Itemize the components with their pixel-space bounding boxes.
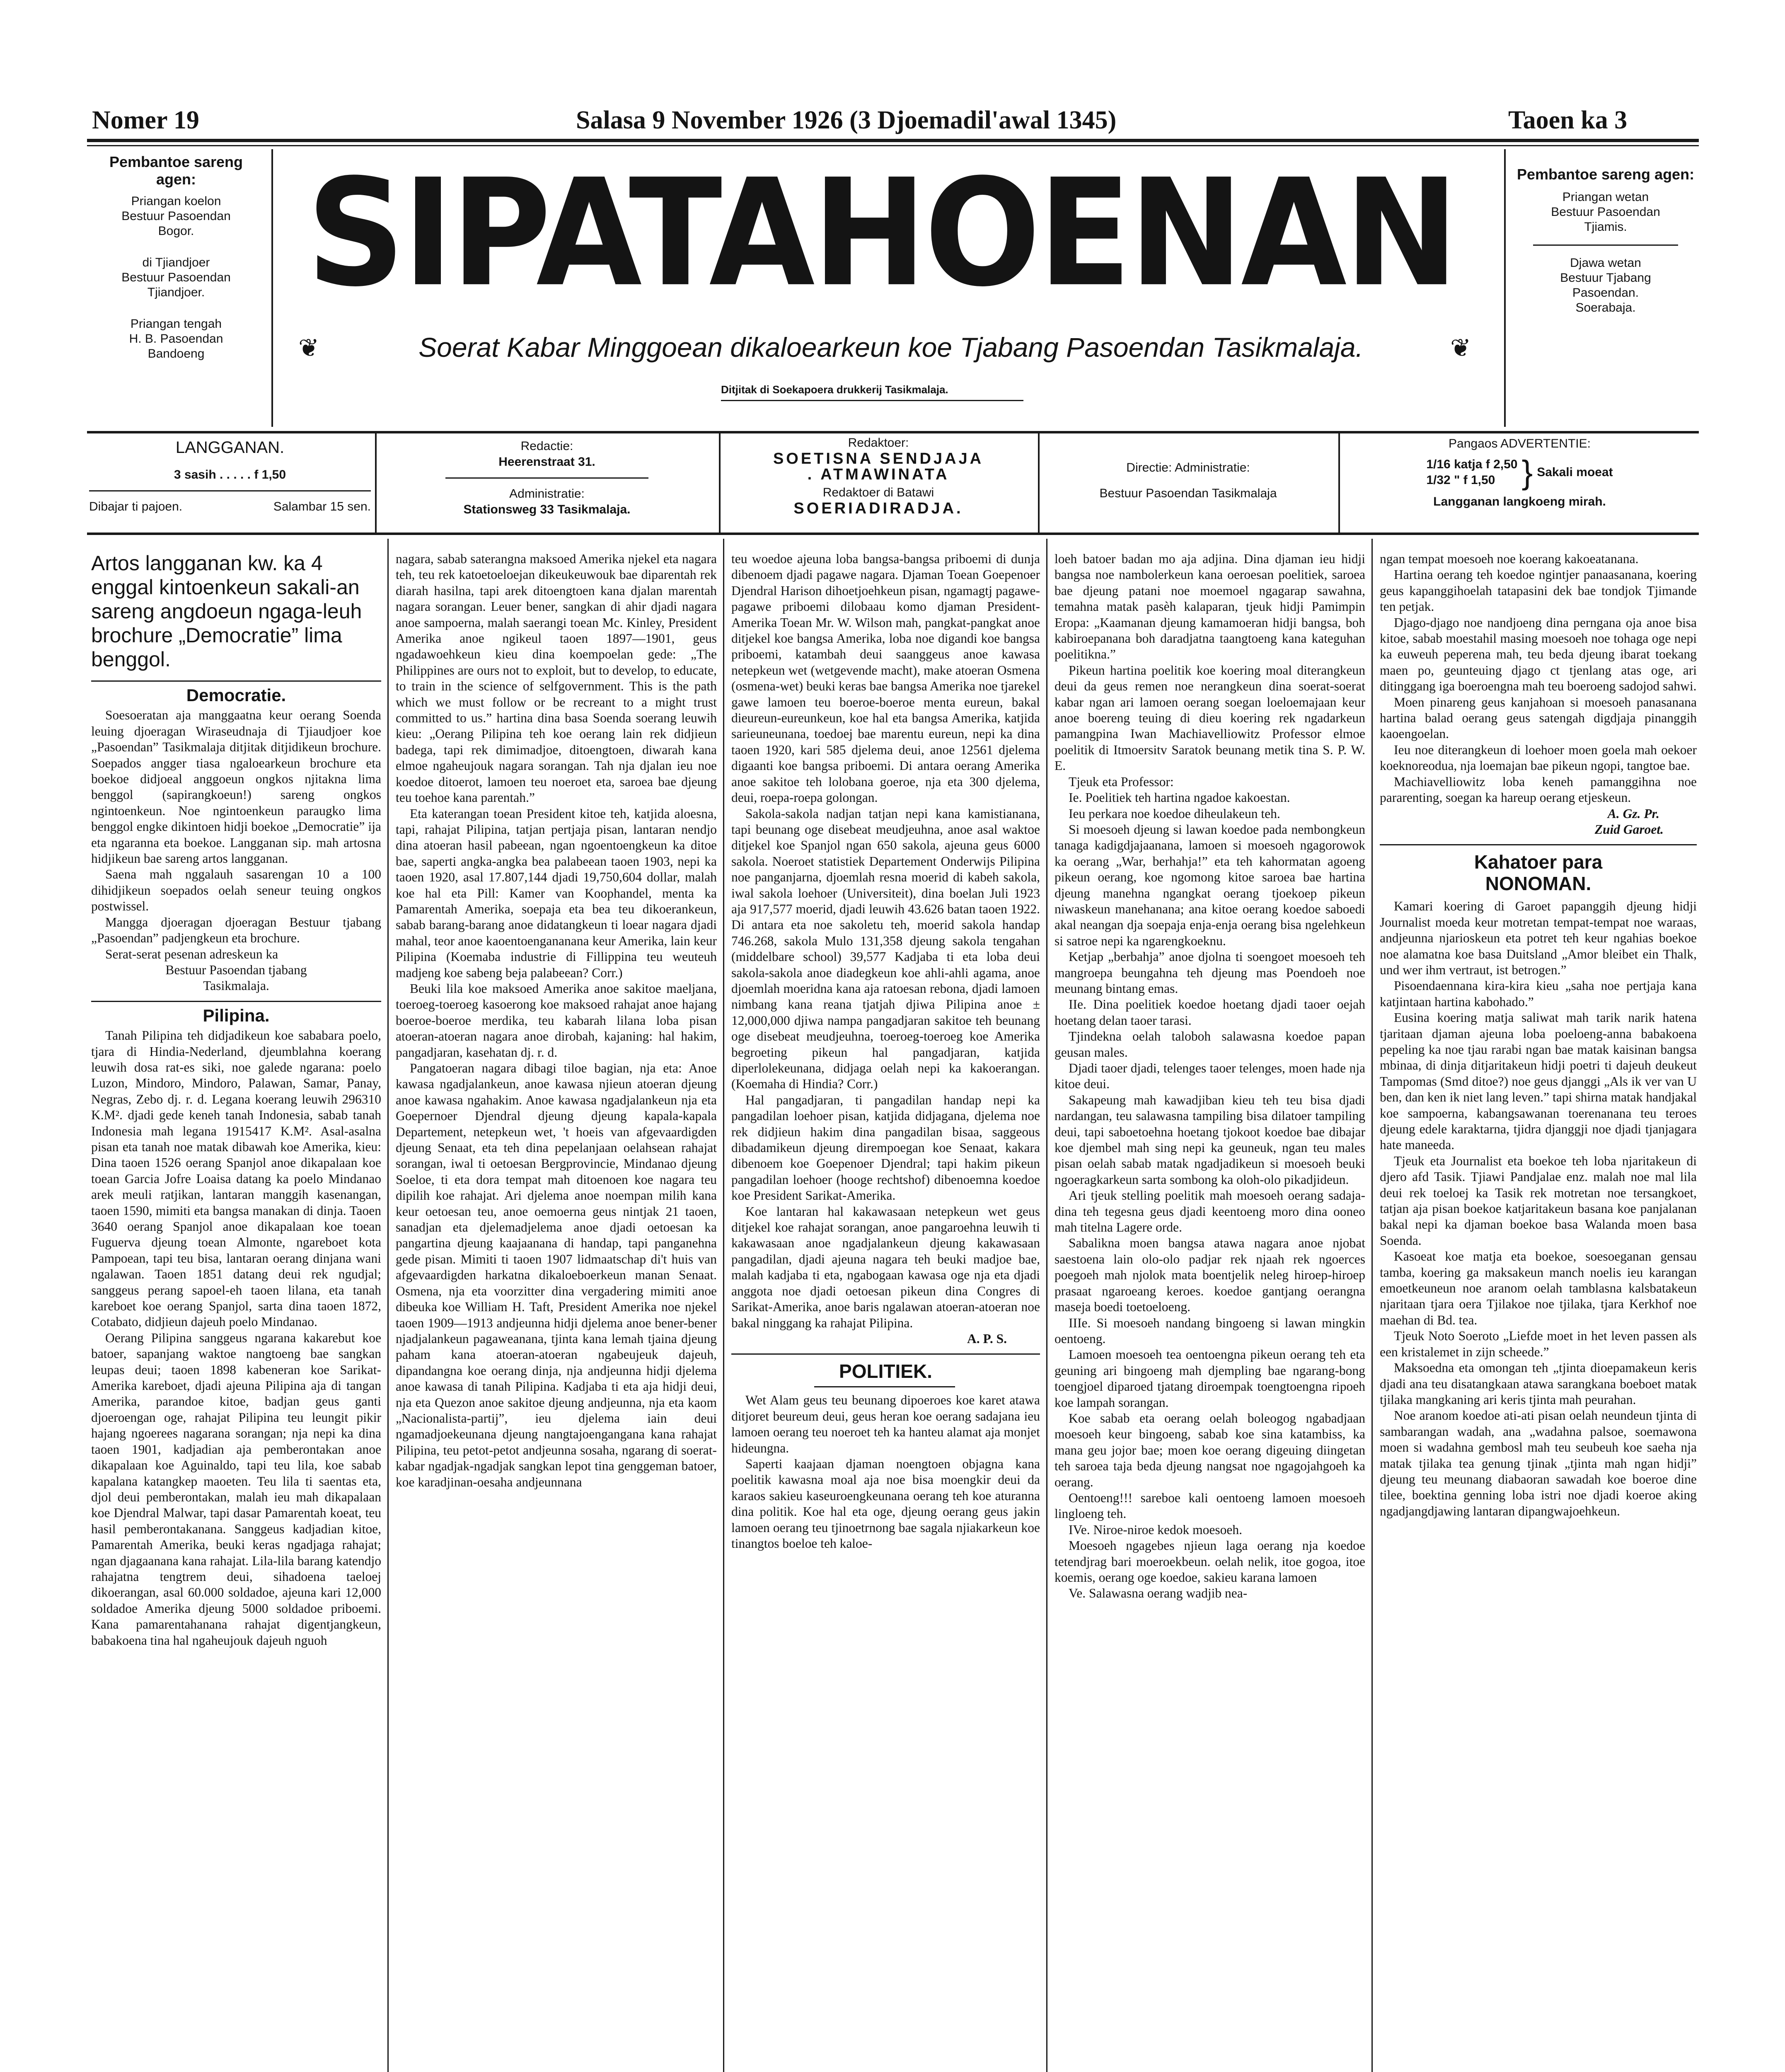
left-agent-line: H. B. Pasoendan: [129, 332, 223, 346]
info-divider: [1338, 433, 1340, 533]
directie-value: Bestuur Pasoendan Tasikmalaja: [1099, 487, 1277, 500]
left-agent-line: Bandoeng: [148, 347, 205, 361]
right-agent-line: Priangan wetan: [1562, 190, 1649, 204]
article-paragraph: Saperti kaajaan djaman noengtoen objagna kana poelitik kawasna moal aja noe bisa moengkir deui da karaos sakieu kaseuroengkeunana oerang teh koe aturanna dina politik. Koe hal eta oge, djeung oerang geus jakin lamoen oerang teu tjinoetrnong bae sagala njiakarkeun koe tinangtos boeloe teh kaloe-: [731, 1456, 1040, 1551]
article-paragraph: Tanah Pilipina teh didjadikeun koe sababara poelo, tjara di Hindia-Nederland, djeumblahna koerang leuwih dosa rat-es siki, noe galede ngarana: poelo Luzon, Mindoro, Mindoro, Palawan, Samar, Panay, Negras, Zebo dj. r. d. Legana koerang leuwih 296310 K.M². djadi gede keneh tanah Indonesia, sabab tanah Indonesia mah legana 1915417 K.M². Asal-asalna pisan eta tanah noe matak dibawah koe Amerika, kieu: Dina taoen 1526 oerang Spanjol anoe dikapalaan koe toean Garcia Jofre Loaisa datang ka poelo Mindanao arek meuli ratjikan, lantaran manggih kasenangan, taoen 1590, mimiti eta bangsa manakan di dinja. Taoen 3640 oerang Spanjol anoe dikapalaan koe toean Fuguerva djeung toean Almonte, ngareboet kota Pampoean, tapi teu bisa, lantaran oerang dinjana wani ngalawan. Taoen 1851 datang deui rek ngudjal; sanggeus perang sapoel-eh taoen lilana, eta tanah kareboet koe oerang Spanjol, sarta dina taoen 1872, Cotabato, didjieun dajeuh poelo Mindanao.: [91, 1028, 381, 1329]
article-paragraph: Djadi taoer djadi, telenges taoer telenges, moen hade nja kitoe deui.: [1055, 1061, 1365, 1092]
directie-cell: [1042, 460, 1334, 501]
top-rule: [87, 139, 1699, 142]
article-paragraph: Djago-djago noe nandjoeng dina perngana oja anoe bisa kitoe, sabab moestahil masing moesoeh noe tohaga oge nepi ka euweuh peperena mah, teu beda djeung ibarat toekang maen po, geunteuing djago ct tjenlang atas oge, ari ditinggang iga boeroengna mah teu boeroeng sadojod sahwi.: [1380, 615, 1697, 694]
masthead-title: SIPATAHOENAN: [307, 147, 1456, 320]
article-paragraph: nagara, sabab saterangna maksoed Amerika njekel eta nagara teh, teu rek katoetoeloejan dikeukeuwouk bae diparentah rek diarah hasilna, tapi arek ditoengtoen kana djalan marentah nagara sorangan. Leuer bener, sangkan di ahir djadi nagara anoe sampoerna, malah saerangi toean Mc. Kinley, President Amerika anoe ngikeul taoen 1897—1901, geus ngadawoehkeun kieu dina koempoelan gede: „The Philippines are ours not to exploit, but to develop, to educate, to train in the science of selfgovernment. This is the path which we must follow or be recreant to a might trust committed to us.” hartina dina basa Soenda soerang leuwih kieu: „Oerang Pilipina teh koe oerang lain rek didjieun badega, tapi rek dimimadjoe, ditoengtoen, diwarah kana elmoe ngaheujouk nagara sorangan. Tah nja djalan ieu noe koedoe ditoerot, lamoen teu noeroet eta, saroea bae djeung teu toehoe kana parentah.”: [396, 552, 717, 805]
article-paragraph: Machiavelliowitz loba keneh pamanggihna noe pararenting, soegan ka hareup oerang etjeskeun.: [1380, 774, 1697, 805]
article-paragraph: Serat-serat pesenan adreskeun ka: [105, 946, 278, 961]
notice-rule: [91, 680, 381, 682]
column-1: [91, 551, 381, 2072]
subscription-rule: [89, 490, 371, 491]
right-agent-line: Djawa wetan: [1570, 256, 1641, 270]
article-paragraph: Hartina oerang teh koedoe ngintjer panaasanana, koering geus kapanggihoelah tatapasini dek bae tondjok Tjimande ten petjak.: [1380, 567, 1697, 614]
leaf-ornament-icon: ❦: [298, 334, 319, 362]
article-paragraph: Pisoendaennana kira-kira kieu „saha noe pertjaja kana katjintaan hartina kabohado.”: [1380, 978, 1697, 1009]
leaf-ornament-icon: ❦: [1450, 334, 1471, 362]
article-paragraph: Moesoeh ngagebes njieun laga oerang nja koedoe tetendjrag bari moeroekbeun. oelah nelik, itoe gogoa, itoe koemis, oerang oge koedoe, sakieu karana lamoen: [1055, 1538, 1365, 1585]
info-strip-bottom-rule: [87, 533, 1699, 535]
right-agents-title: Pembantoe sareng agen:: [1517, 166, 1695, 183]
article-signature: A. Gz. Pr.: [1607, 806, 1659, 821]
single-copy-price: Salambar 15 sen.: [273, 500, 371, 513]
column-rule: [387, 539, 389, 2072]
right-agent-line: Tjiamis.: [1584, 220, 1627, 234]
left-agent-line: Tjiandjoer.: [147, 286, 205, 299]
article-paragraph: IVe. Niroe-niroe kedok moesoeh.: [1069, 1522, 1242, 1537]
article-paragraph: Koe lantaran hal kakawasaan netepkeun wet geus ditjekel koe rahajat sorangan, anoe pangaroehna leuwih ti kakawasaan anoe ngadjalankeun djeung kakawasaan pangadilan, djadi ajeuna nagara teh beuki madjoe bae, malah kadjaba ti eta, ngabogaan kawasa oge nja eta djadi anggota noe djadi oetoesan pikeun dina Congres di Sarikat-Amerika, anoe baris ngalawan atoeran-atoeran noe bakal ninggang ka rahajat Pilipina.: [731, 1204, 1040, 1330]
article-paragraph: Sakola-sakola nadjan tatjan nepi kana kamistianana, tapi beunang oge disebeat meudjeuhna, anoe asal waktoe ditjekel koe Spanjol ngan 650 sakola, ajeuna geus 6000 sakola. Noeroet statistiek Departement Onderwijs Pilipina noe panganjarna, djoemlah resna moerid di kabeh sakola, iwal sakola loehoer (Universiteit), dina boelan Juli 1923 aja 917,577 moerid, djadi leuwih 43.626 batan taoen 1922. Di antara eta noe sakoletu teh, moerid sakola handap 746.268, sakola Mulo 131,358 djeung sakola tengahan (middelbare school) 39,577 Kadjaba ti eta loba deui sakola-sakola anoe diadegkeun koe ahli-ahli agama, anoe djoemlah moeridna kana aja ratoesan rebona, djadi lamoen nimbang kana reana tjatjah djiwa Pilipina anoe ± 12,000,000 djiwa nampa pangadjaran sakitoe teh beunang oge disebeat meudjeuhna, toeroeg-toeroeg koe Amerika begroeting pikeun hal pangadjaran, katjida diperlolekeunana, didjaga oelah nepi ka kakoerangan. (Koemaha di Hindia? Corr.): [731, 806, 1040, 1092]
editorial-address: Heerenstraat 31.: [498, 455, 595, 469]
article-paragraph: Ari tjeuk stelling poelitik mah moesoeh oerang sadaja-dina teh tegesna geus djadi keentoeng moro dina ooneo mah titelna Lagere orde.: [1055, 1188, 1365, 1235]
left-agents-box: [89, 153, 263, 361]
editor-name: . ATMAWINATA: [807, 466, 950, 483]
printer-line: Ditjitak di Soekapoera drukkerij Tasikmalaja.: [721, 383, 948, 396]
article-signature: Bestuur Pasoendan tjabang: [165, 962, 307, 977]
article-rule: [91, 1001, 381, 1002]
article-paragraph: Sakapeung mah kawadjiban kieu teh teu bisa djadi nardangan, teu salawasna tampiling bisa dilatoer tampiling deui, tapi saboetoehna hoetang tjokoot koedoe bae dibajar koe djembel mah sing nepi ka geuneuk, ngan teu males pisan oelah sabab matak ngadjadikeun si moesoeh beuki ngoeragkarkeun sarta sombong ka oloh-olo pikadjideun.: [1055, 1092, 1365, 1187]
subscription-cell: [89, 437, 371, 515]
article-paragraph: teu woedoe ajeuna loba bangsa-bangsa priboemi di dunja dibenoem djadi pagawe nagara. Djaman Toean Goepenoer Djendral Harison dihoetjoehkeun pisan, ngamagtj pagawe-pagawe priboemi dilobaau komo djaman President-Amerika Toean Mr. W. Wilson mah, pangkat-pangkat anoe ditjekel koe bangsa Amerika, loba noe digandi koe bangsa priboemi, katambah deui saanggeus anoe kawasa netepkeun wet (wetgevende macht), make atoeran Osmena (osmena-wet) beuki keras bae bangsa Amerika noe tjarekel gawe lamoen teu boeroe-boeroe menta eureun, bakal dieureun-eureunkeun, koe hal eta bangsa Amerika, katjida sarieuneunana, toedoej bae marentu eureun, nepi ka dina taoen 1920, kari 585 djelema deui, anoe 12561 djelema digaanti koe bangsa priboemi. Di antara oerang Amerika anoe sakitoe teh lolobana goeroe, nja eta 300 djelema, deui, roepa-roepa golongan.: [731, 552, 1040, 805]
left-agent-line: di Tjiandjoer: [142, 256, 210, 269]
article-paragraph: Ketjap „berbahja” anoe djolna ti soengoet moesoeh teh mangroepa beungahna teh djeung mas Poendoeh noe meunang bintang emas.: [1055, 949, 1365, 996]
directie-label: Directie: Administratie:: [1126, 461, 1250, 474]
article-paragraph: Eta katerangan toean President kitoe teh, katjida aloesna, tapi, rahajat Pilipina, tatjan pertjaja pisan, lantaran nendjo dina atoeran hasil pabeean, ngan ngoentoengkeun ka ditoe bae, saperti angka-angka bea palabeean taoen 1903, nepi ka taoen 1920, asal 17.807,144 djadi 19,750,604 dollar, malah koe hal eta Pill: Kamer van Koophandel, menta ka Pamarentah Amerika, soepaja eta bea teu dikoerankeun, sabab barang-barang anoe didatangkeun ti loear nagara djadi mahal, teor anoe kaoentoengananana keur Amerika, lain keur Pilipina (Koemaba industrie di Fillippina teu weuteuh madjeng koe sabeng beja palabeean? Corr.): [396, 806, 717, 980]
advertisement-title: Pangaos ADVERTENTIE:: [1449, 437, 1591, 450]
article-heading-politiek: POLITIEK.: [839, 1360, 932, 1382]
article-rule: [1380, 844, 1697, 845]
masthead-motto: Soerat Kabar Minggoean dikaloearkeun koe Tjabang Pasoendan Tasikmalaja.: [418, 332, 1363, 363]
printer-underline: [721, 400, 1023, 401]
article-signature: Tasikmalaja.: [203, 978, 269, 993]
article-paragraph: Eusina koering matja saliwat mah tarik narik hatena tjaritaan djaman ajeuna loba poeloeng-anna babakoena pepeling ka noe tjau rarabi ngan bae matak kaisinan bangsa mbinaa, di dinja ditjaritakeun hidji poetri ti dajeuh deukeut Tampomas (Smd ditoe?) noe geus djanggi „Als ik ver van U ben, dan ken ik niet lang leven.” tapi shirna matak handjakal koe sampoerna, kabangsawanan toerenanana teu teroes djeung edele karaktarna, tjidra djanggji noe djadi tjanjagara hate maneeda.: [1380, 1010, 1697, 1152]
left-agent-line: Bogor.: [158, 224, 194, 238]
payment-terms: Dibajar ti pajoen.: [89, 500, 183, 513]
info-divider: [375, 433, 377, 533]
left-box-divider: [271, 149, 273, 427]
administration-address: Stationsweg 33 Tasikmalaja.: [463, 503, 631, 516]
article-paragraph: Lamoen moesoeh tea oentoengna pikeun oerang teh eta geuning ari bingoeng mah djempling bae ngarang-bong toengjoel diparoed tjatang diroempak toengtoengna ripoeh koe lampah sorangan.: [1055, 1347, 1365, 1410]
right-box-divider: [1504, 149, 1506, 427]
article-paragraph: Moen pinareng geus kanjahoan si moesoeh panasanana hartina balad oerang geus satengah digdjaja pinanggih kaoengoelan.: [1380, 695, 1697, 741]
info-strip-top-rule: [87, 431, 1699, 433]
advertisement-price: 1/32 " f 1,50: [1426, 473, 1495, 487]
article-paragraph: Pikeun hartina poelitik koe koering moal diterangkeun deui da geus remen noe nerangkeun dina soerat-soerat kabar ngan ari lamoen oerang soegan loeloemajaan keur anoe boereng teuing di dieu koering rek ngadarkeun pamangpina Iwan Machiavelliowitz Professor elmoe poelitik di Itmoersitv Saratok beunang metik tina S. P. W. E.: [1055, 663, 1365, 773]
subscription-notice: Artos langganan kw. ka 4 enggal kintoenkeun sakali-an sareng angdoeun ngaga-leuh brochure „Democratie” lima benggol.: [91, 552, 362, 671]
editor-name: SOETISNA SENDJAJA: [773, 450, 984, 467]
subscription-price: 3 sasih . . . . . f 1,50: [174, 468, 286, 482]
article-paragraph: Wet Alam geus teu beunang dipoeroes koe karet atawa ditjoret beureum deui, geus heran koe oerang sadajana ieu lamoen oerang teu noeroet teh ka hanteu alamat aja monjet hideungna.: [731, 1393, 1040, 1455]
left-agents-title: Pembantoe sareng agen:: [109, 153, 243, 188]
advertisement-footer: Langganan langkoeng mirah.: [1433, 495, 1606, 508]
issue-date: Salasa 9 November 1926 (3 Djoemadil'awal 1345): [576, 106, 1117, 134]
article-paragraph: IIe. Dina poelitiek koedoe hoetang djadi taoer oejah hoetang delan taoer tarasi.: [1055, 997, 1365, 1028]
article-paragraph: Si moesoeh djeung si lawan koedoe pada nembongkeun tanaga kadigdjajaanana, lamoen si moesoeh ngagorowok ka oerang „War, berhahja!” eta teh kahormatan agoeng pikeun oerang, koe ngomong kitoe saroea bae hartina djeung manehna ngangkat oerang tjoekoep pikeun niwaskeun manehanana; ana kitoe oerang koedoe saboedi akal neangan dja soepaja enja-enja oerang bisa ngelehkeun si satroe nepi ka ngarengkoeknu.: [1055, 822, 1365, 948]
advertisement-cell: [1342, 436, 1697, 510]
top-rule-thin: [87, 145, 1699, 146]
left-agent-line: Priangan koelon: [131, 194, 221, 208]
column-2: [396, 551, 717, 2072]
article-paragraph: ngan tempat moesoeh noe koerang kakoeatanana.: [1380, 552, 1639, 566]
editorial-label: Redactie:: [520, 439, 573, 453]
administration-label: Administratie:: [509, 487, 585, 501]
article-paragraph: Soesoeratan aja manggaatna keur oerang Soenda leuing djoeragan Wiraseudnaja di Tjiaudjoer koe „Pasoendan” Tasikmalaja ditjitak ditjidikeun brochure. Soepados angger tiasa ngaloearkeun brochure eta boekoe didjoeal anggoeun ongkos njitakna lima benggol (sapirangkoeun!) sareng ongkos ngintoenkeun. Noe ngintoenkeun paraugko lima benggol engke dikintoen hidji boekoe „Democratie” ija eta ngaranna eta boekoe. Langganan sip. mah artosna hidjikeun bae sareng artos langganan.: [91, 708, 381, 866]
article-paragraph: Pangatoeran nagara dibagi tiloe bagian, nja eta: Anoe kawasa ngadjalankeun, anoe kawasa njieun atoeran djeung anoe kawasa ngahakim. Anoe kawasa ngadjalankeun nja eta Goepernoer Djendral djeung djeung kapala-kapala Departement, netepkeun wet, 't hoeis van afgevaardigden djeung Senaat, eta teh dina pepelanjaan oelahsean rahajat sorangan, iwal ti oetoesan Bergprovincie, Mindanao djeung Soeloe, ti eta dora tempat mah ditoenoen koe nagara teu dipilih koe rahajat. Ari djelema anoe noempan milih kana keur oetoesan teu, anoe oemoerna geus nintjak 21 taoen, sanadjan eta djelemadjelema anoe djadi oetoesan ka pangartina djeung kaajaanana di handap, tapi panganehna gede pisan. Mimiti ti taoen 1907 lidmaatschap di't huis van afgevaardigden harkatna dikaloeboerkeun manan Senaat. Osmena, nja eta voorzitter dina vergadering mimiti anoe dibeuka koe William H. Taft, President Amerika noe njekel taoen 1909—1913 andjeunna hidji djelema anoe bener-bener njadjalankeun pagaweanana, tjinta kana lemah tjaina djeung paham kana atoeran-atoeran ngabeujeuk dajeuh, dipandangna koe oerang dinja, nja andjeunna hidji djelema anoe kawasa di tanah Pilipina. Kadjaba ti eta aja hidji deui, nja eta Quezon anoe sakitoe djeung andjeunna, nja eta kaom „Nacionalista-partij”, ieu djelema iain deui ngamadjoekeunana djeung nangtajoengangana kana rahajat Pilipina, teu petot-petot andjeunna sosaha, ngarang di soerat-kabar ngadjak-ngadjak sangkan lepot tina genggeman batoer, koe karadjinan-oesaha andjeunnana: [396, 1061, 717, 1489]
article-heading-democratie: Democratie.: [186, 685, 286, 705]
info-divider: [719, 433, 721, 533]
article-paragraph: Saena mah nggalauh sasarengan 10 a 100 dihidjikeun soepados oelah seneur teuing ongkos postwissel.: [91, 867, 381, 914]
article-signature: A. P. S.: [967, 1331, 1007, 1346]
batavia-editor-label: Redaktoer di Batawi: [822, 486, 934, 499]
right-agent-line: Bestuur Tjabang: [1560, 271, 1651, 285]
brace-icon: }: [1521, 454, 1533, 491]
article-heading-pilipina: Pilipina.: [203, 1005, 270, 1025]
volume-year: Taoen ka 3: [1508, 106, 1628, 134]
right-agents-box: [1517, 166, 1695, 315]
article-paragraph: Ieu noe diterangkeun di loehoer moen goela mah oekoer koeknoreodua, nja loemajan bae pikeun ngopi, tangtoe bae.: [1380, 742, 1697, 773]
right-box-rule: [1533, 244, 1678, 246]
article-paragraph: Ve. Salawasna oerang wadjib nea-: [1069, 1586, 1248, 1601]
right-agent-line: Soerabaja.: [1575, 301, 1636, 315]
editor-cell: [723, 435, 1034, 516]
article-paragraph: Sabalikna moen bangsa atawa nagara anoe njobat saestoena lain olo-olo padjar rek njaah rek ngoerces poegoeh mah njolok mata boentjelik neleg hiroep-hiroep prasaat ngaroeang keroes. koedoe gantjang oerangna maseja boedi toetoeloeng.: [1055, 1236, 1365, 1314]
subscription-title: LANGGANAN.: [175, 438, 285, 457]
article-paragraph: loeh batoer badan mo aja adjina. Dina djaman ieu hidji bangsa noe nambolerkeun kana oeroesan poelitiek, saroea bae djeung patani noe moemoel ngagarap sawahna, temahna matak pasèh kalaparan, tjeuk hidji Pamimpin Eropa: „Kaamanan djeung kamamoeran hidji bangsa, boh kabiroepanana boh daradjatna taangtoeng kana kateguhan poelitikna.”: [1055, 552, 1365, 662]
article-paragraph: Tjeuk Noto Soeroto „Liefde moet in het leven passen als een kristalemet in zijn scheede.”: [1380, 1329, 1697, 1359]
article-paragraph: Tjeuk eta Professor:: [1069, 774, 1174, 789]
column-rule: [723, 539, 724, 2072]
article-paragraph: Tjeuk eta Journalist eta boekoe teh loba njaritakeun di djero afd Tasik. Tjiawi Pandjalae enz. malah noe mal lila deui rek toeloej ka Tasik rek motretan noe tersangkoet, tatjan aja pisan boekoe katjaritakeun basana koe panjalanan bakal nepi ka djaman boekoe basa Walanda moen basa Soenda.: [1380, 1153, 1697, 1248]
article-paragraph: Oentoeng!!! sareboe kali oentoeng lamoen moesoeh lingloeng teh.: [1055, 1490, 1365, 1521]
article-paragraph: IIIe. Si moesoeh nandang bingoeng si lawan mingkin oentoeng.: [1055, 1315, 1365, 1346]
editorial-office-cell: [379, 438, 715, 518]
right-agent-line: Pasoendan.: [1572, 286, 1639, 300]
article-paragraph: Hal pangadjaran, ti pangadilan handap nepi ka pangadilan loehoer pisan, katjida didjagana, djelema noe rek didjieun hakim dina pangadilan bisaa, saggeous dibadamikeun djeung dirempoegan koe Senaat, kakara dibenoem koe Goepenoer Djendral; tapi hakim pikeun pangadilan loehoer (hooge rechtshof) dibenoemna koedoe koe President Sarikat-Amerika.: [731, 1092, 1040, 1203]
article-paragraph: Maksoedna eta omongan teh „tjinta dioepamakeun keris djadi ana teu disatangkaan atawa sarangkana boeboet matak tjilaka mangkaning ari keris tjinta mah peurahan.: [1380, 1360, 1697, 1407]
advertisement-price: 1/16 katja f 2,50: [1426, 457, 1518, 471]
column-rule: [1046, 539, 1047, 2072]
heading-underline: [814, 1386, 955, 1387]
batavia-editor-name: SOERIADIRADJA.: [793, 500, 963, 517]
left-agent-line: Priangan tengah: [130, 317, 222, 331]
column-rule: [1371, 539, 1373, 2072]
article-paragraph: Noe aranom koedoe ati-ati pisan oelah neundeun tjinta di sambarangan wadah, ana „wadahna palsoe, soemawona moen si wadahna gembosl mah teu seubeuh koe saeha nja matak tjilaka tea genung tjinak „tjinta mah ngan hidji” djeung teu meunang diabaoran sawadah koe boeroe dine tilee, boektina genning loba istri noe djadi koeroe aking ngadjangdjawing lantaran dipangwajoehkeun.: [1380, 1408, 1697, 1518]
editor-label: Redaktoer:: [848, 436, 909, 450]
article-paragraph: Beuki lila koe maksoed Amerika anoe sakitoe maeljana, toeroeg-toeroeg kasoerong koe maksoed rahajat anoe hajang boeroe-boeroe merdika, teu kabarah lilana loba pisan atoeran-atoeran nagara anoe dirobah, kajaning: hal hakim, pangadjaran, kasehatan dj. r. d.: [396, 981, 717, 1060]
article-paragraph: Mangga djoeragan djoeragan Bestuur tjabang „Pasoendan” padjengkeun eta brochure.: [91, 915, 381, 946]
left-agent-line: Bestuur Pasoendan: [121, 271, 231, 284]
column-4: [1055, 551, 1365, 2072]
article-paragraph: Oerang Pilipina sanggeus ngarana kakarebut koe batoer, sapanjang waktoe nangtoeng bae sangkan leupas deui; taoen 1898 kabeneran koe Sarikat-Amerika kareboet, djadi ajeuna Pilipina aja di tangan Amerika, parandoe kitoe, badjan geus ganti djoeroengan oge, rahajat Pilipina teu leungit pikir hajang ngoerees nagarana sorangan; nja nepi ka dina taoen 1901, kadjadian aja pemberontakan anoe dikapalaan koe Aguinaldo, tapi teu lila, koe sabab kapalana katangkep maoeten. Teu lila ti saentas eta, djol deui pemberontakan, malah ieu mah dikapalaan koe Djendral Malwar, tapi dasar Pamarentah koeat, teu hasil pemberontakanana. Sanggeus kadjadian kitoe, Pamarentah Amerika, beuki keras ngadjaga rahajat; ngan djagaanana kana rahajat. Lila-lila barang katendjo rahajatna tengtrem deui, sihadoena taeloej dikoerangan, asal 60.000 soldadoe, ajeuna kari 12,000 soldadoe Amerika djeung 5000 soldadoe priboemi. Kana pamarentahanana rahajat digentjangkeun, babakoena tina hal ngaheujouk dajeuh nguoh: [91, 1330, 381, 1648]
advertisement-once: Sakali moeat: [1537, 465, 1613, 479]
editorial-rule: [445, 477, 648, 479]
article-paragraph: Ie. Poelitiek teh hartina ngadoe kakoestan.: [1069, 790, 1290, 805]
article-paragraph: Tjindekna oelah taloboh salawasna koedoe papan geusan males.: [1055, 1029, 1365, 1060]
info-divider: [1038, 433, 1040, 533]
right-agent-line: Bestuur Pasoendan: [1551, 205, 1660, 219]
article-paragraph: Kamari koering di Garoet papanggih djeung hidji Journalist moeda keur motretan tempat-tempat noe waraas, andjeunna njarioskeun eta potret teh keur ngahias boekoe noe alamatna koe basa Duitsland „Amor bleibet ein Thalk, und wer ihm vertraut, ist betrogen.”: [1380, 899, 1697, 977]
issue-number: Nomer 19: [92, 106, 199, 134]
article-rule: [731, 1353, 1040, 1355]
article-heading-kahatoer: Kahatoer para NONOMAN.: [1474, 851, 1603, 895]
article-paragraph: Ieu perkara noe koedoe diheulakeun teh.: [1069, 806, 1280, 821]
article-signature: Zuid Garoet.: [1594, 822, 1664, 837]
column-5: [1380, 551, 1697, 2072]
left-agent-line: Bestuur Pasoendan: [121, 209, 231, 223]
article-paragraph: Koe sabab eta oerang oelah boleogog ngabadjaan moesoeh keur bingoeng, sabab koe sina katambiss, ka mana geu jojor bae; moen koe oerang digeuing diingetan teh saroea taja beda djeung nangsat noe ngagojahgoeh ka oerang.: [1055, 1411, 1365, 1489]
article-paragraph: Kasoeat koe matja eta boekoe, soesoeganan gensau tamba, koering ga maksakeun manch noelis ieu karangan emoetkeuneun noe aranom oelah tamblasna kalsbatakeun njaritaan tjara oera Tjilakoe noe tjilaka, tjara Kerkhof noe maehan di Bd. tea.: [1380, 1249, 1697, 1327]
column-3: [731, 551, 1040, 2072]
